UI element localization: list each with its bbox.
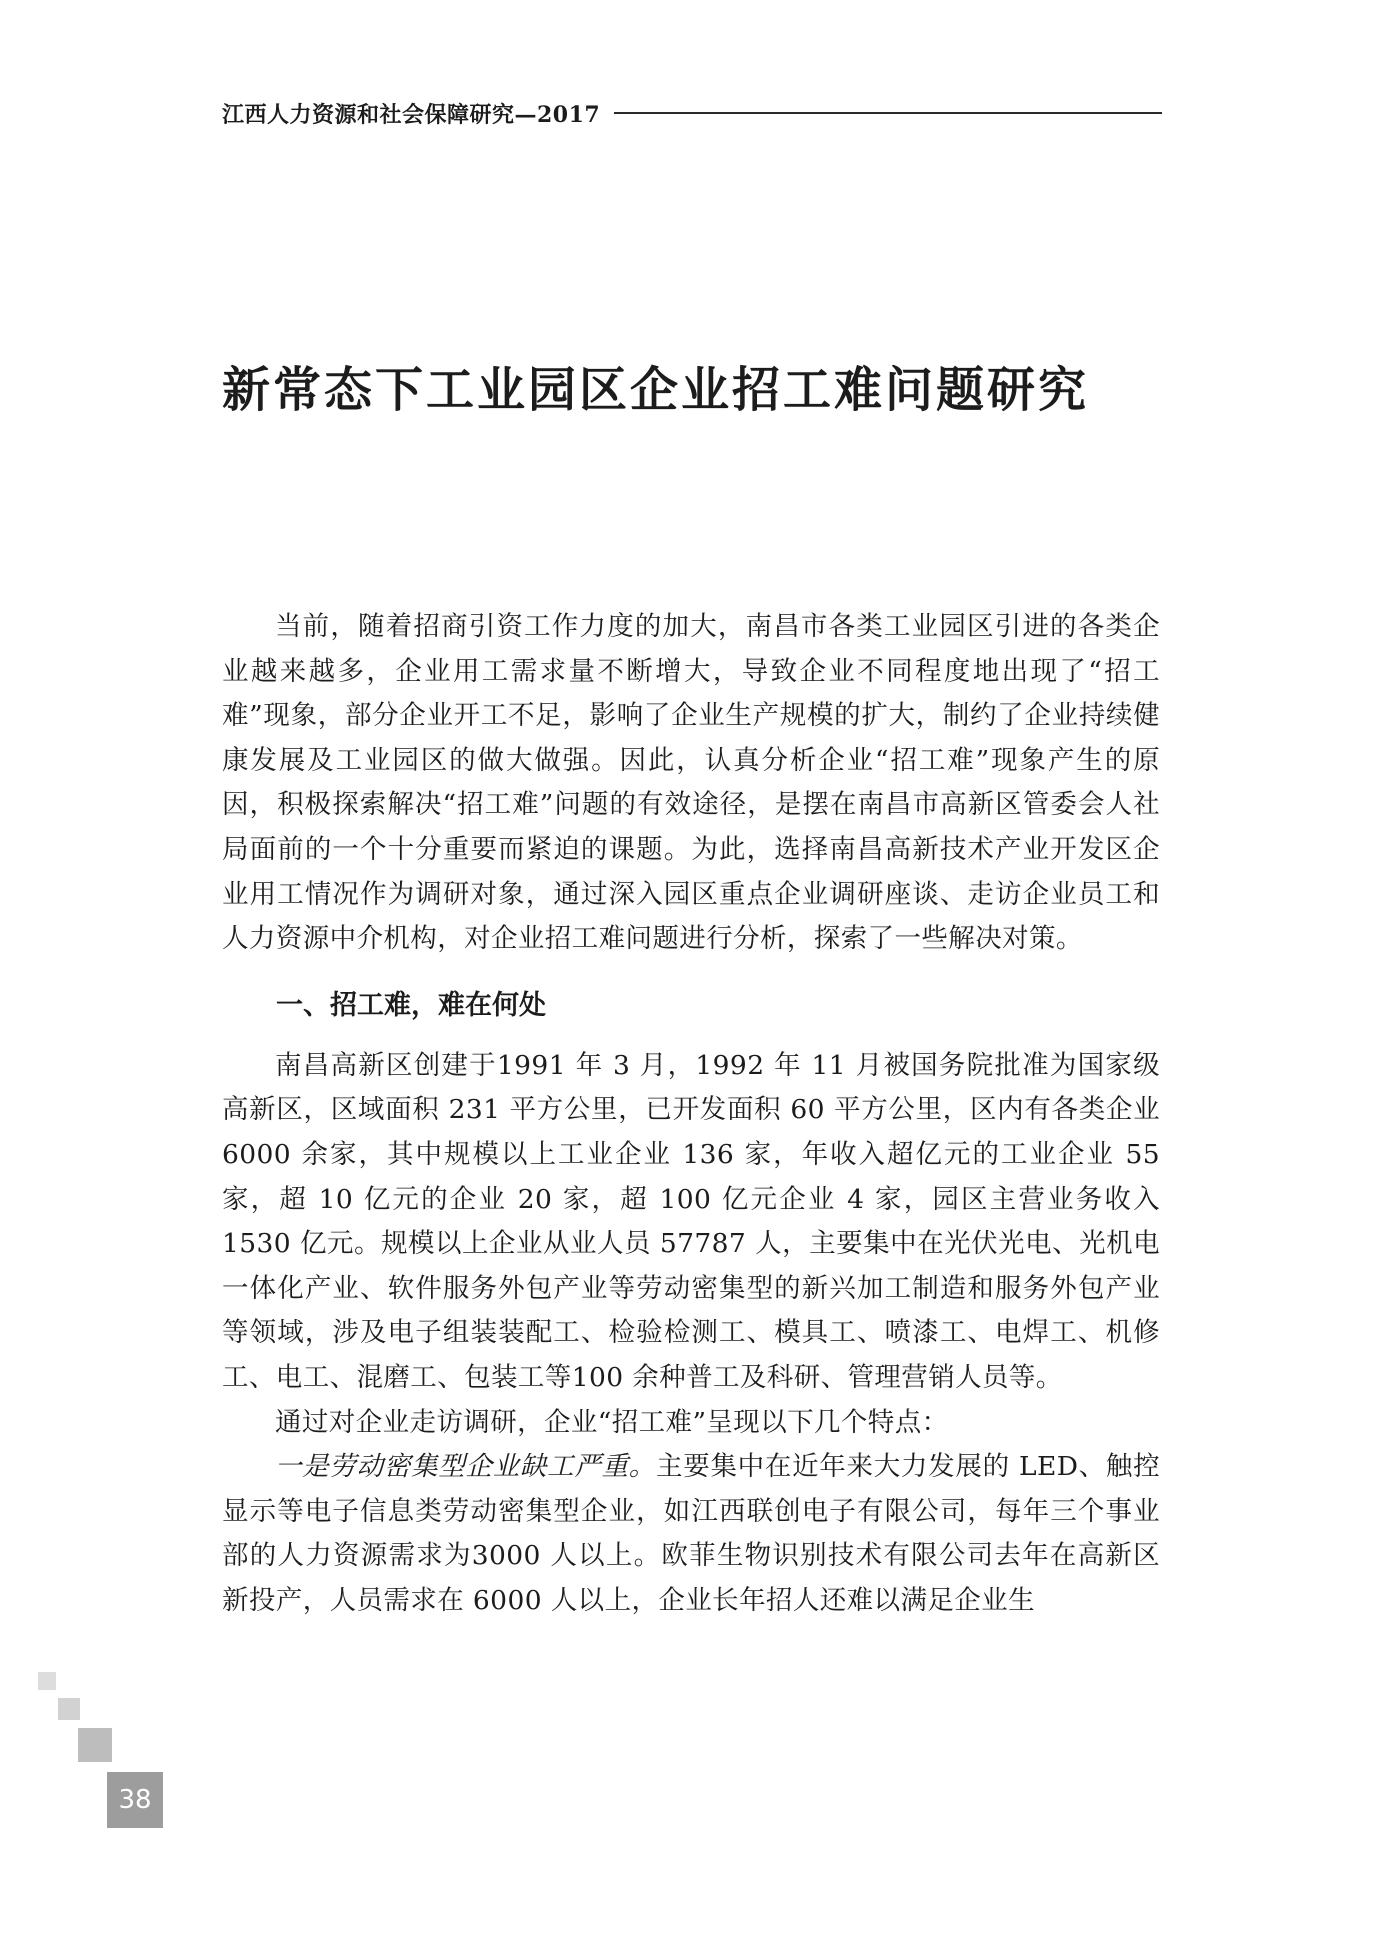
deco-square: [38, 1672, 56, 1690]
paragraph-rest: 主要集中在近年来大力发展的 LED、触控显示等电子信息类劳动密集型企业，如江西联创电子有限公司，每年三个事业部的人力资源需求为3000 人以上。欧菲生物识别技术有限公司去年在高新区新投产，人员需求在 6000 人以上，企业长年招人还难以满足企业生: [222, 1451, 1160, 1616]
section-paragraph: 南昌高新区创建于1991 年 3 月，1992 年 11 月被国务院批准为国家级高新区，区域面积 231 平方公里，已开发面积 60 平方公里，区内有各类企业 6000 余家，其中规模以上工业企业 136 家，年收入超亿元的工业企业 55 家，超 10 亿元的企业 20 家，超 100 亿元企业 4 家，园区主营业务收入 1530 亿元。规模以上企业从业人员 57787 人，主要集中在光伏光电、光机电一体化产业、软件服务外包产业等劳动密集型的新兴加工制造和服务外包产业等领域，涉及电子组装装配工、检验检测工、模具工、喷漆工、电焊工、机修工、电工、混磨工、包装工等100 余种普工及科研、管理营销人员等。: [222, 1049, 1160, 1393]
paragraph-lead: 一是劳动密集型企业缺工严重。: [275, 1451, 657, 1483]
article-body: [222, 605, 1160, 1623]
deco-square: [78, 1728, 112, 1762]
intro-paragraph: 当前，随着招商引资工作力度的加大，南昌市各类工业园区引进的各类企业越来越多，企业用工需求量不断增大，导致企业不同程度地出现了“招工难”现象，部分企业开工不足，影响了企业生产规模的扩大，制约了企业持续健康发展及工业园区的做大做强。因此，认真分析企业“招工难”现象产生的原因，积极探索解决“招工难”问题的有效途径，是摆在南昌市高新区管委会人社局面前的一个十分重要而紧迫的课题。为此，选择南昌高新技术产业开发区企业用工情况作为调研对象，通过深入园区重点企业调研座谈、走访企业员工和人力资源中介机构，对企业招工难问题进行分析，探索了一些解决对策。: [222, 611, 1160, 955]
running-header-rule: [614, 112, 1162, 114]
page-number: 38: [107, 1772, 163, 1828]
article-title: 新常态下工业园区企业招工难问题研究: [222, 362, 1090, 418]
running-header-title: 江西人力资源和社会保障研究—2017: [222, 101, 601, 128]
section-paragraph: [222, 1445, 1160, 1623]
section-paragraph: 通过对企业走访调研，企业“招工难”呈现以下几个特点：: [275, 1406, 949, 1438]
section-heading: 一、招工难，难在何处: [276, 989, 546, 1021]
running-header: [222, 96, 1162, 130]
deco-square: [58, 1698, 80, 1720]
